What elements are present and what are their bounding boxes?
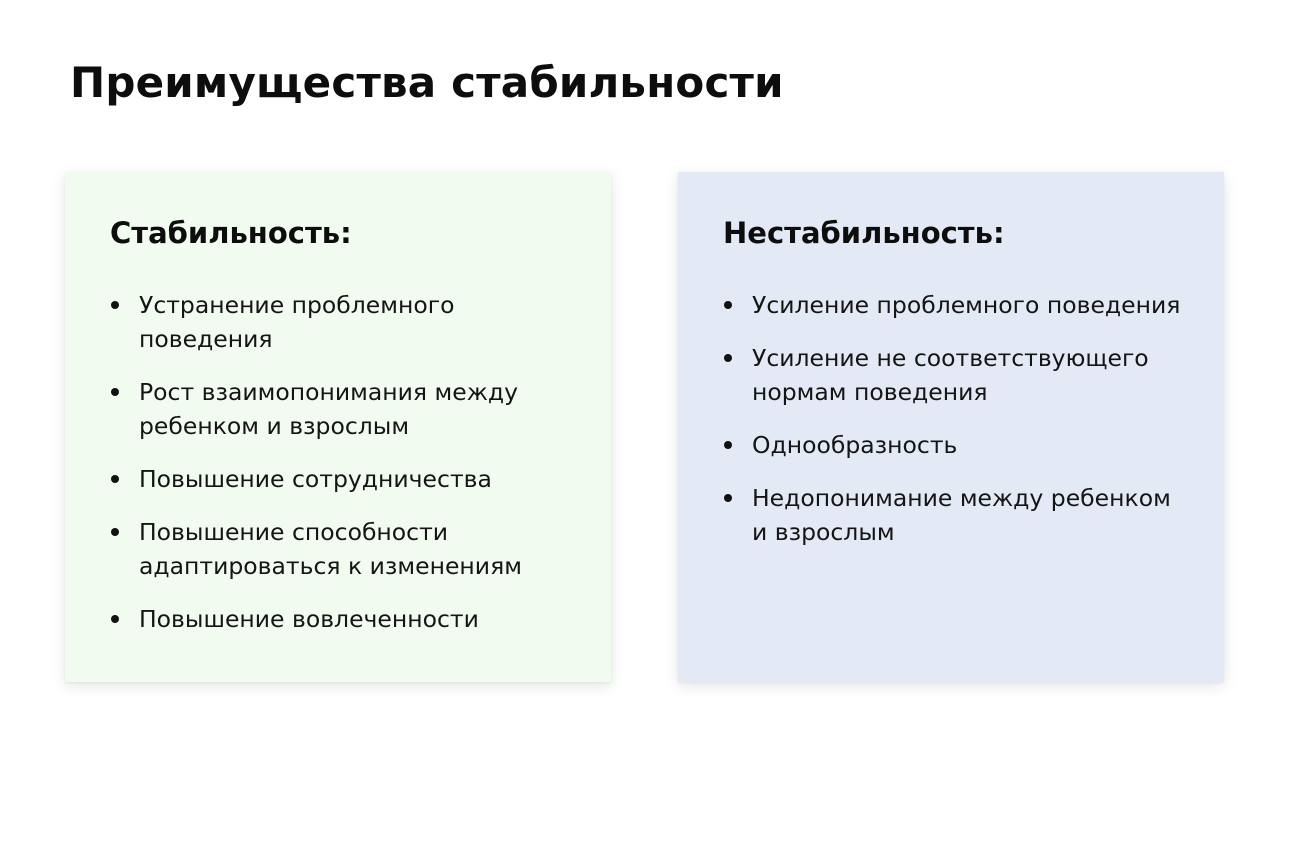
list-item bbox=[723, 341, 1184, 409]
instability-card-title: Нестабильность: bbox=[723, 216, 1005, 250]
list-item-text: Недопонимание между ребенком и взрослым bbox=[752, 484, 1171, 546]
stability-list bbox=[110, 288, 571, 636]
bullet-icon bbox=[111, 528, 119, 536]
list-item bbox=[110, 602, 571, 636]
list-item-text: Повышение вовлеченности bbox=[139, 605, 479, 633]
list-item bbox=[110, 462, 571, 496]
bullet-icon bbox=[111, 615, 119, 623]
page-title: Преимущества стабильности bbox=[70, 58, 784, 107]
list-item-text: Рост взаимопонимания между ребенком и взрослым bbox=[139, 378, 519, 440]
list-item bbox=[723, 288, 1184, 322]
stability-card bbox=[65, 172, 611, 682]
bullet-icon bbox=[724, 494, 732, 502]
bullet-icon bbox=[111, 301, 119, 309]
bullet-icon bbox=[724, 441, 732, 449]
list-item-text: Повышение способности адаптироваться к изменениям bbox=[139, 518, 522, 580]
list-item-text: Однообразность bbox=[752, 431, 958, 459]
bullet-icon bbox=[111, 388, 119, 396]
instability-card bbox=[678, 172, 1224, 682]
bullet-icon bbox=[111, 475, 119, 483]
list-item-text: Усиление не соответствующего нормам поведения bbox=[752, 344, 1149, 406]
list-item-text: Устранение проблемного поведения bbox=[139, 291, 455, 353]
list-item-text: Повышение сотрудничества bbox=[139, 465, 492, 493]
list-item bbox=[723, 481, 1184, 549]
list-item bbox=[110, 515, 571, 583]
list-item bbox=[110, 375, 571, 443]
stability-card-title: Стабильность: bbox=[110, 216, 352, 250]
instability-list bbox=[723, 288, 1184, 549]
list-item-text: Усиление проблемного поведения bbox=[752, 291, 1181, 319]
bullet-icon bbox=[724, 301, 732, 309]
list-item bbox=[723, 428, 1184, 462]
bullet-icon bbox=[724, 354, 732, 362]
list-item bbox=[110, 288, 571, 356]
